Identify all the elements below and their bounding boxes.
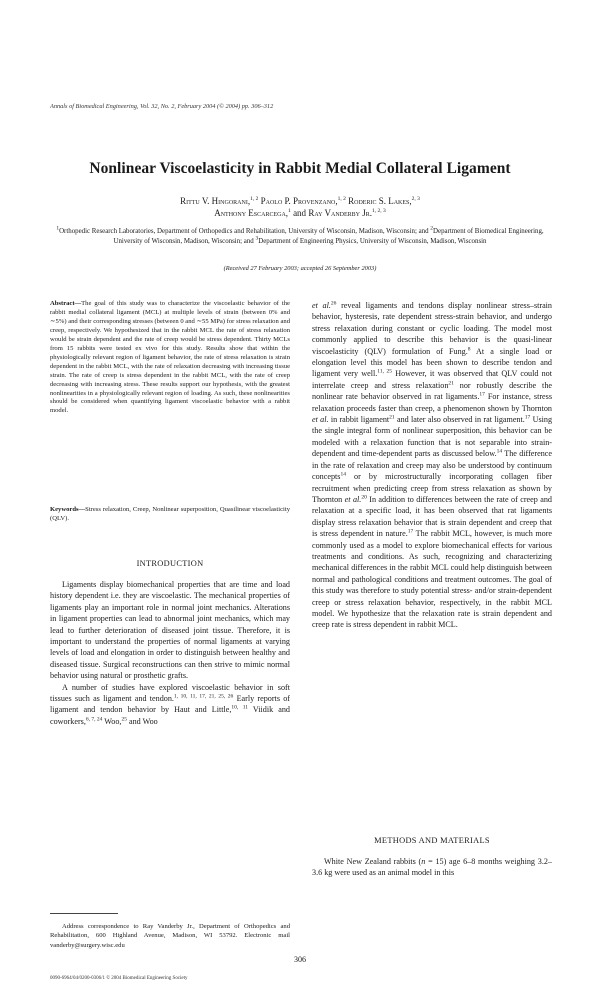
intro-p2-part-c: Viidik and coworkers, [50,705,290,726]
journal-citation: Annals of Biomedical Engineering, Vol. 32, No. 2, February 2004 (© 2004) pp. 306–312 [50,103,274,110]
ref-r6: 21 [389,414,395,421]
text-r1k: or by microstructurally incorporating collagen fiber recruitment when predicting creep from stress relaxation as shown by Thornton [312,472,552,504]
paper-title: Nonlinear Viscoelasticity in Rabbit Medial Collateral Ligament [89,160,511,177]
methods-p1-b: = 15) age 6–8 months weighing 3.2–3.6 kg were used as an animal model in this [312,857,552,878]
text-r1b: reveal ligaments and tendons display nonlinear stress–strain behavior, hysteresis, rate dependent stress-strain behavior, and undergo stress relaxation during constant or cyclic loading. The model most commonly applied to describe this behavior is the quasi-linear viscoelasticity (QLV) formulation of Fung. [312,301,552,356]
author-2: Paolo P. Provenzano, [260,196,338,206]
ref-3: 6, 7, 24 [85,716,103,723]
affil-3: Department of Engineering Physics, University of Wisconsin, Madison, Wisconsin [258,237,487,245]
page-number: 306 [294,955,306,964]
text-r1d: However, it was observed that QLV could not interrelate creep and stress relaxation [312,369,553,390]
author-3: Roderic S. Lakes, [348,196,412,206]
methods-heading: METHODS AND MATERIALS [374,836,490,845]
keywords-text: Stress relaxation, Creep, Nonlinear superposition, Quasilinear viscoelasticity (QLV). [50,506,290,522]
ref-r1: 26 [330,300,337,307]
ref-r11: 17 [407,528,414,535]
methods-p1-a: White New Zealand rabbits ( [324,857,422,866]
author-4-affil: 1 [288,208,291,214]
author-4: Anthony Escarcega, [214,208,289,218]
abstract-label: Abstract— [50,300,82,307]
affil-1: Orthopedic Research Laboratories, Department of Orthopedics and Rehabilitation, University of Wisconsin, Madison, Wisconsin; and [59,228,429,235]
ref-r9: 14 [340,471,346,478]
ref-4: 25 [121,716,127,723]
intro-p2-part-d: Woo, [102,716,122,726]
text-r1c: At a single load or elongation level this model has been shown to describe tendon and ligament very well. [312,346,552,379]
copyright-line: 0090-6964/04/0200-0306/1 © 2004 Biomedical Engineering Society [50,976,188,981]
author-3-affil: 2, 3 [411,196,420,202]
intro-p2-part-e: and Woo [126,716,158,726]
text-r1h: and later also observed in rat ligament. [394,415,525,425]
etal-3: et al. [344,494,362,504]
footnote-rule [50,913,118,914]
intro-paragraph-2 [50,682,290,728]
text-r1l: In addition to differences between the rate of creep and relaxation at a specific load, it has been observed that rat ligaments display stress relaxation behavior that is strain dependent and creep that is stress dependent in nature. [312,494,552,539]
ref-2: 10, 11 [231,704,248,711]
keywords [50,505,290,523]
etal-1: et al. [312,301,331,310]
methods-body [312,856,552,879]
author-2-affil: 1, 2 [337,196,346,202]
abstract [50,300,290,416]
ref-r8: 14 [496,448,503,455]
ref-r7: 17 [524,414,531,421]
abstract-text: The goal of this study was to characterize the viscoelastic behavior of the rabbit medial collateral ligament (MCL) at multiple levels of strain (between 0% and ∼5%) and their corresponding stresses (between 0 and ∼55 MPa) for stress relaxation and creep, respectively. We hypothesized that in the rabbit MCL the rate of stress relaxation would be strain dependent and the rate of creep would be stress dependent. Thirty MCLs from 15 rabbits were tested ex vivo for this study. Results show that within the physiologically relevant region of ligament behavior, the rate of stress relaxation is strain dependent in the rabbit MCL, with the rate of relaxation decreasing with increasing tissue strain. The rate of creep is stress dependent in the rabbit MCL, with the rate of creep decreasing with increasing stress. These results support our hypothesis, with the greatest nonlinearities in a physiologically relevant region of loading. As such, these nonlinearities should be considered when quantifying ligament viscoelastic behavior with a rabbit model. [50,300,290,415]
author-1-affil: 1, 2 [250,196,259,202]
author-list [60,195,540,219]
text-r1g: in rabbit ligament [328,415,390,425]
methods-n: n [421,857,426,866]
footnote-text: Address correspondence to Ray Vanderby Jr., Department of Orthopedics and Rehabilitation, 600 Highland Avenue, Madison, WI 53792. Electronic mail vanderby@surgery.wisc.edu [50,923,290,949]
author-5-affil: 1, 2, 3 [372,208,386,214]
ref-r5: 17 [479,391,485,398]
introduction-heading: INTRODUCTION [136,559,204,568]
correspondence-footnote [50,922,290,950]
text-r1m: The rabbit MCL, however, is much more commonly used as a model to explore biomechanical effects for various treatments and conditions. As such, recognizing and characterizing mechanical differences in the rabbit MCL could help distinguish between normal and pathological conditions and treatment outcomes. The goal of this study was therefore to study potential stress- and/or strain-dependent creep or stress relaxation behavior, respectively, in the rabbit MCL model. We hypothesize that the relaxation rate is strain dependent and creep rate is stress dependent in rabbit MCL. [312,529,553,630]
etal-2: et al. [312,415,329,425]
affil-1-mark: 1 [56,225,60,232]
methods-paragraph-1 [312,856,552,879]
affil-3-mark: 3 [255,235,259,242]
intro-p2-part-b: Early reports of ligament and tendon behavior by Haut and Little, [50,694,291,715]
intro-paragraph-1: Ligaments display biomechanical properties that are time and load history dependent i.e. they are viscoelastic. The mechanical properties of ligaments play an important role in normal joint mechanics. Alterations in ligament properties can lead to abnormal joint mechanics, which may lead to further deterioration of diseased joint tissue. Therefore, it is important to understand the properties of normal ligaments at varying levels of load and elongation in order to distinguish between healthy and diseased tissue. Surgical reconstructions can then strive to mimic normal behavior using natural or prosthetic grafts. [50,580,290,681]
author-5: Ray Vanderby Jr. [308,208,373,218]
text-r1i: Using the single integral form of nonlinear superposition, this behavior can be modeled with a relaxation function that is not separable into strain-dependent and time-dependent parts as discussed below. [312,415,553,459]
intro-p2-part-a: A number of studies have explored viscoelastic behavior in soft tissues such as ligament and tendon. [50,682,290,704]
text-r1f: For instance, stress relaxation proceeds faster than creep, a phenomenon shown by Thornton [312,392,552,413]
introduction-body [50,579,290,727]
keywords-label: Keywords— [50,506,86,513]
ref-1: 1, 10, 11, 17, 21, 25, 26 [173,693,234,700]
affil-2-mark: 2 [430,225,434,232]
affiliations [55,227,545,246]
ref-r4: 21 [448,380,454,387]
ref-r2: 8 [467,345,471,352]
ref-r3: 11, 25 [377,368,393,375]
text-r1e: nor robustly describe the nonlinear rate behavior observed in rat ligaments. [312,380,552,402]
author-1: Rittu V. Hingorani, [180,196,251,206]
ref-r10: 20 [361,494,367,501]
author-and: and [293,208,307,218]
received-dates: (Received 27 February 2003; accepted 26 September 2003) [223,265,377,272]
text-r1j: The difference in the rate of relaxation and creep may also be understood by continuum concepts [312,449,552,482]
introduction-continued [312,300,552,631]
affil-2: Department of Biomedical Engineering, University of Wisconsin, Madison, Wisconsin; and [113,228,544,245]
